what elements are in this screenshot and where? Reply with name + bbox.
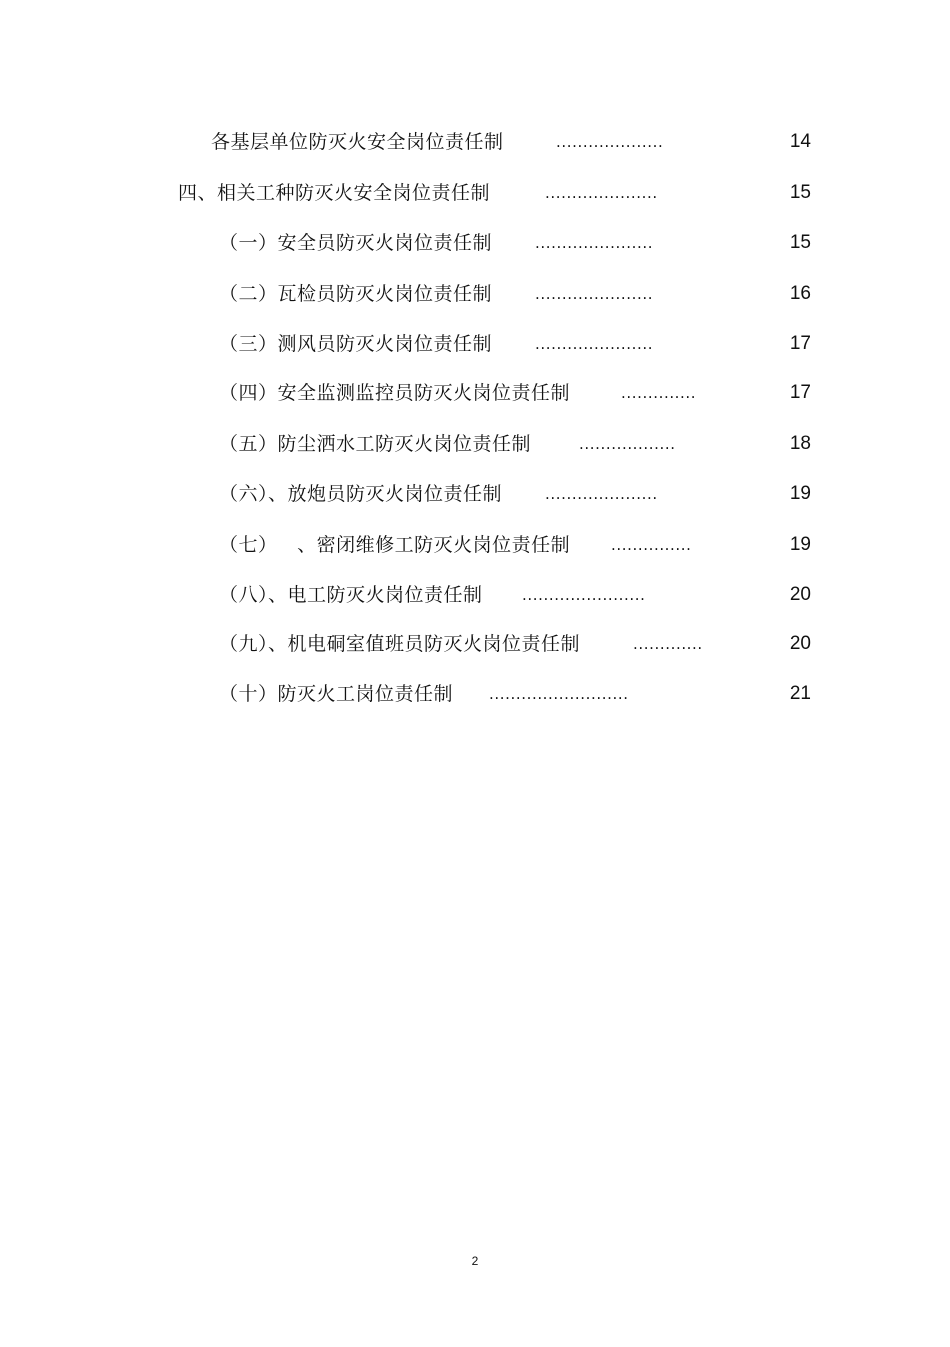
toc-entry-page: 16 <box>789 283 811 304</box>
toc-entry-leader: ...................... <box>535 234 654 252</box>
toc-entry-leader: ....................... <box>522 586 646 604</box>
toc-entry-title: （一）安全员防灭火岗位责任制 <box>219 232 493 254</box>
toc-entry-title: （五）防尘洒水工防灭火岗位责任制 <box>219 433 532 455</box>
toc-entry-leader: ............. <box>633 635 703 653</box>
toc-entry-title: （六）、放炮员防灭火岗位责任制 <box>219 483 503 505</box>
toc-entry-title: （二）瓦检员防灭火岗位责任制 <box>219 283 493 305</box>
page-number: 2 <box>471 1254 479 1268</box>
toc-entry <box>0 530 950 560</box>
toc-entry-page: 20 <box>789 584 811 605</box>
toc-entry <box>0 429 950 459</box>
toc-entry <box>0 228 950 258</box>
toc-entry-leader: ...................... <box>535 285 654 303</box>
toc-entry-leader: .................... <box>556 133 664 151</box>
toc-entry-page: 21 <box>789 683 811 704</box>
toc-entry-page: 15 <box>789 232 811 253</box>
toc-entry <box>0 178 950 208</box>
toc-entry-title: 四、相关工种防灭火安全岗位责任制 <box>178 182 491 204</box>
toc-entry-page: 20 <box>789 633 811 654</box>
toc-entry <box>0 279 950 309</box>
toc-entry <box>0 378 950 408</box>
toc-entry-leader: .................. <box>579 435 676 453</box>
toc-entry-title: （九）、机电硐室值班员防灭火岗位责任制 <box>219 633 581 655</box>
toc-entry-leader: .............. <box>621 384 697 402</box>
toc-entry-page: 19 <box>789 483 811 504</box>
toc-entry <box>0 127 950 157</box>
toc-entry-title: 各基层单位防灭火安全岗位责任制 <box>211 131 504 153</box>
toc-entry-page: 17 <box>789 382 811 403</box>
toc-entry-page: 15 <box>789 182 811 203</box>
toc-entry-page: 17 <box>789 333 811 354</box>
toc-entry-page: 14 <box>789 131 811 152</box>
toc-entry-title: （四）安全监测监控员防灭火岗位责任制 <box>219 382 571 404</box>
toc-entry <box>0 629 950 659</box>
toc-entry <box>0 329 950 359</box>
toc-entry <box>0 679 950 709</box>
toc-entry-title: （十）防灭火工岗位责任制 <box>219 683 454 705</box>
toc-entry-leader: ............... <box>611 536 692 554</box>
toc-entry-page: 19 <box>789 534 811 555</box>
toc-entry-title: （三）测风员防灭火岗位责任制 <box>219 333 493 355</box>
toc-entry-title: （七） 、密闭维修工防灭火岗位责任制 <box>219 534 571 556</box>
toc-entry <box>0 580 950 610</box>
toc-entry-title: （八）、电工防灭火岗位责任制 <box>219 584 483 606</box>
toc-entry-leader: .......................... <box>489 685 629 703</box>
toc-entry-leader: ..................... <box>545 184 658 202</box>
toc-entry-leader: ...................... <box>535 335 654 353</box>
toc-entry <box>0 479 950 509</box>
toc-entry-leader: ..................... <box>545 485 658 503</box>
toc-entry-page: 18 <box>789 433 811 454</box>
